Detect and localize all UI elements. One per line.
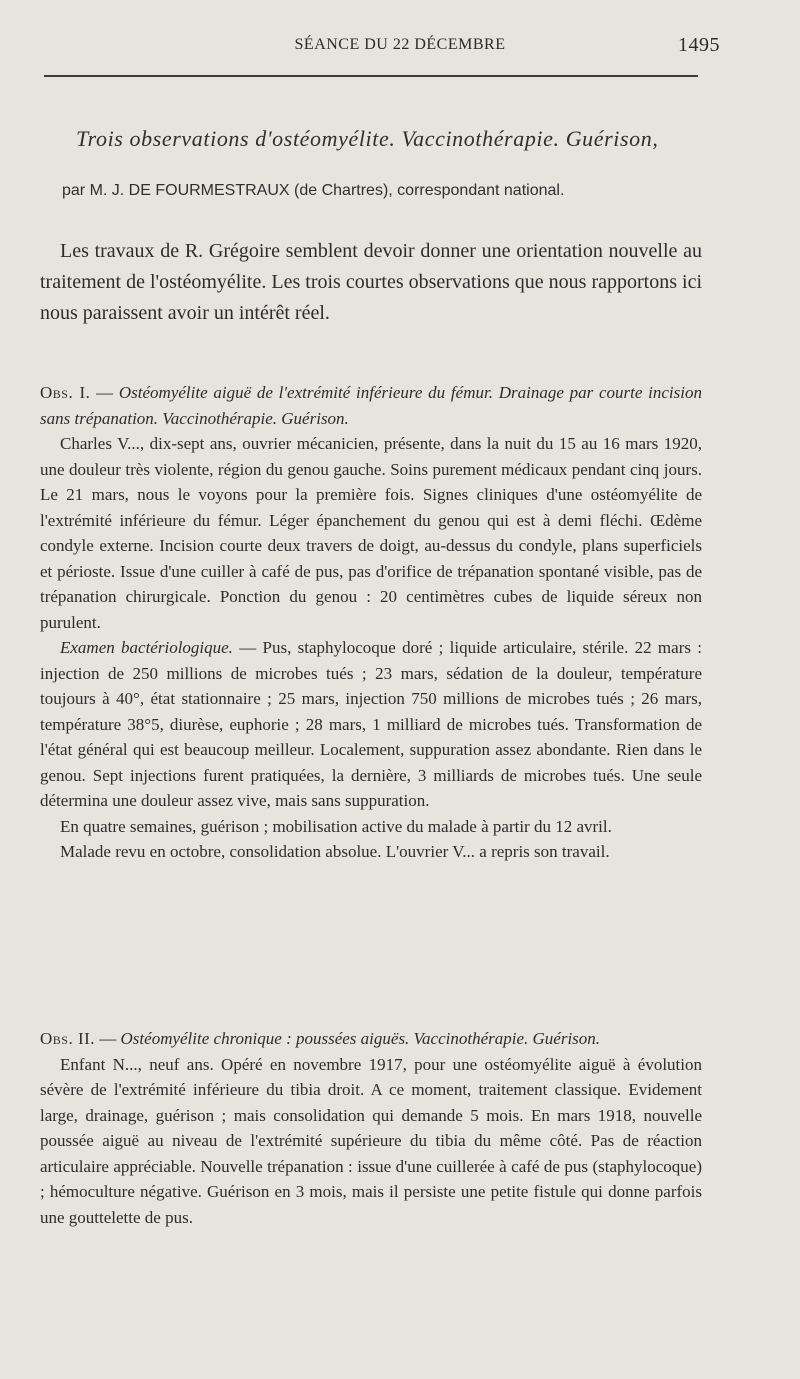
bacteriology-text: — Pus, staphylocoque doré ; liquide articulaire, stérile. 22 mars : injection de 250 millions de microbes tués ; 23 mars, sédation de la douleur, température toujours à 40°, état stationnaire ; 25 mars, injection 750 millions de microbes tués ; 26 mars, température 38°5, diurèse, euphorie ; 28 mars, 1 milliard de microbes tués. Transformation de l'état général qui est beaucoup meilleur. Localement, suppuration assez abondante. Rien dans le genou. Sept injections furent pratiquées, la dernière, 3 milliards de microbes tués. Une seule détermina une douleur assez vive, mais sans suppuration. (40, 638, 702, 810)
article-title: Trois observations d'ostéomyélite. Vaccinothérapie. Guérison, (76, 126, 659, 151)
observation-1-healing: En quatre semaines, guérison ; mobilisation active du malade à partir du 12 avril. (60, 816, 612, 836)
observation-2-label: Obs. II. (40, 1029, 96, 1048)
page-number: 1495 (678, 34, 720, 56)
observation-2-heading (40, 1026, 702, 1052)
observation-2 (40, 1026, 702, 1230)
running-head: SÉANCE DU 22 DÉCEMBRE (294, 36, 506, 53)
observation-1-title: Ostéomyélite aiguë de l'extrémité inférieure du fémur. Drainage par courte incision sans trépanation. Vaccinothérapie. Guérison. (40, 383, 702, 428)
observation-1-paragraph: Charles V..., dix-sept ans, ouvrier mécanicien, présente, dans la nuit du 15 au 16 mars 1920, une douleur très violente, région du genou gauche. Soins purement médicaux pendant cinq jours. Le 21 mars, nous le voyons pour la première fois. Signes cliniques d'une ostéomyélite de l'extrémité inférieure du fémur. Léger épanchement du genou qui est à demi fléchi. Œdème condyle externe. Incision courte deux travers de doigt, au-dessus du condyle, plans superficiels et périoste. Issue d'une cuiller à café de pus, pas d'orifice de trépanation spontané visible, pas de trépanation chirurgicale. Ponction du genou : 20 centimètres cubes de liquide séreux non purulent. (40, 434, 702, 632)
intro-paragraph: Les travaux de R. Grégoire semblent devoir donner une orientation nouvelle au traitement de l'ostéomyélite. Les trois courtes observations que nous rapportons ici nous paraissent avoir un intérêt réel. (40, 240, 702, 324)
bacteriology-label: Examen bactériologique. (60, 638, 233, 657)
article-byline: par M. J. DE FOURMESTRAUX (de Chartres), correspondant national. (62, 182, 565, 199)
header-rule (44, 75, 698, 77)
page-header (40, 34, 760, 64)
observation-1-followup: Malade revu en octobre, consolidation absolue. L'ouvrier V... a repris son travail. (60, 842, 610, 861)
observation-2-paragraph: Enfant N..., neuf ans. Opéré en novembre 1917, pour une ostéomyélite aiguë à évolution sévère de l'extrémité inférieure du tibia droit. A ce moment, traitement classique. Evidement large, drainage, guérison ; mais consolidation qui demande 5 mois. En mars 1918, nouvelle poussée aiguë au niveau de l'extrémité supérieure du tibia du même côté. Pas de réaction articulaire appréciable. Nouvelle trépanation : issue d'une cuillerée à café de pus (staphylocoque) ; hémoculture négative. Guérison en 3 mois, mais il persiste une petite fistule qui donne parfois une gouttelette de pus. (40, 1054, 702, 1227)
observation-1 (40, 380, 702, 865)
observation-2-dash: — (95, 1029, 121, 1048)
observation-2-title: Ostéomyélite chronique : poussées aiguës. Vaccinothérapie. Guérison. (120, 1029, 601, 1048)
observation-1-label: Obs. I. (40, 383, 91, 402)
observation-1-heading (40, 380, 702, 431)
observation-1-dash: — (90, 383, 119, 402)
observation-1-bacteriology (40, 635, 702, 814)
